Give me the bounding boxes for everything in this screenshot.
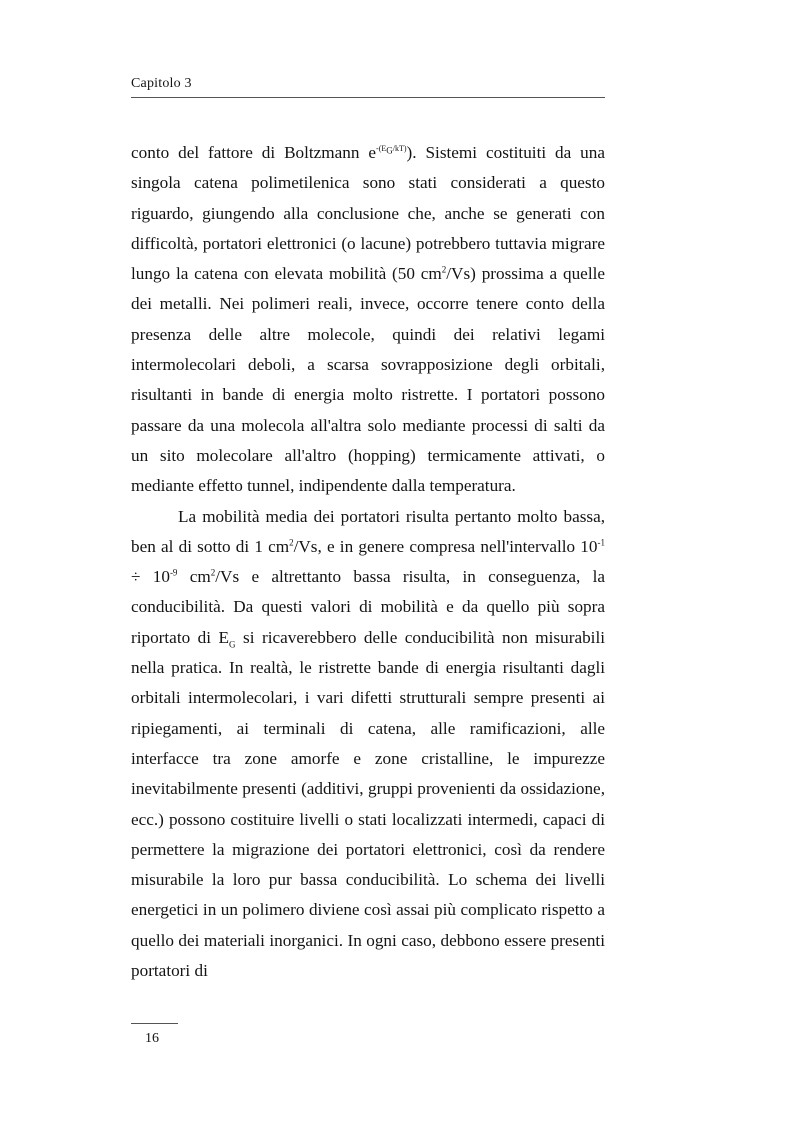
p2-sup-4: 2 [210, 567, 216, 578]
header-rule [131, 97, 605, 98]
page-number: 16 [145, 1031, 159, 1046]
footnote-rule [131, 1023, 178, 1024]
p2-sup-2: -1 [597, 537, 605, 548]
p1-text-2: ). Sistemi costituiti da una singola catena polimetilenica sono stati considerati a questo riguardo, giungendo alla conclusione che, anche se generati con difficoltà, portatori elettronici (o lacune) potrebbero tuttavia migrare lungo la catena con elevata mobilità (50 cm [131, 143, 605, 284]
chapter-header: Capitolo 3 [131, 76, 192, 91]
exp-sub: G [386, 145, 393, 156]
paragraph-2 [131, 502, 605, 987]
p1-sup-1: 2 [441, 264, 447, 275]
p2-sup-1: 2 [289, 537, 294, 548]
p2-text-3: ÷ 10 [131, 567, 170, 587]
p2-sub-1: G [229, 639, 236, 650]
paragraph-1 [131, 138, 605, 502]
exp-pre: -(E [376, 144, 387, 154]
p2-text-6: si ricaverebbero delle conducibilità non misurabili nella pratica. In realtà, le ristrette bande di energia risultanti dagli orbitali intermolecolari, i vari difetti strutturali sempre presenti ai ripiegamenti, ai terminali di catena, alle ramificazioni, alle interfacce tra zone amorfe e zone cristalline, le impurezze inevitabilmente presenti (additivi, gruppi provenienti da ossidazione, ecc.) possono costituire livelli o stati localizzati intermedi, capaci di permettere la migrazione dei portatori elettronici, così da rendere misurabile la loro pur bassa conducibilità. Lo schema dei livelli energetici in un polimero diviene così assai più complicato rispetto a quello dei materiali inorganici. In ogni caso, debbono essere presenti portatori di [131, 627, 605, 981]
exp-post: /kT) [392, 144, 407, 154]
p1-text-1: conto del fattore di Boltzmann e [131, 143, 377, 162]
boltzmann-exponent [376, 144, 407, 156]
p2-text-4: cm [177, 567, 211, 587]
p2-sup-3: -9 [169, 567, 178, 578]
body-text [131, 138, 605, 986]
p1-text-3: /Vs) prossima a quelle dei metalli. Nei polimeri reali, invece, occorre tenere conto della presenza delle altre molecole, quindi dei relativi legami intermolecolari deboli, a scarsa sovrapposizione degli orbitali, risultanti in bande di energia molto ristrette. I portatori possono passare da una molecola all'altra solo mediante processi di salti da un sito molecolare all'altro (hopping) termicamente attivati, o mediante effetto tunnel, indipendente dalla temperatura. [131, 264, 605, 496]
p2-text-2: /Vs, e in genere compresa nell'intervallo 10 [293, 536, 598, 556]
p2-text-1: La mobilità media dei portatori risulta pertanto molto bassa, ben al di sotto di 1 cm [131, 506, 605, 556]
p2-text-5: /Vs e altrettanto bassa risulta, in conseguenza, la conducibilità. Da questi valori di mobilità e da quello più sopra riportato di E [131, 567, 605, 647]
